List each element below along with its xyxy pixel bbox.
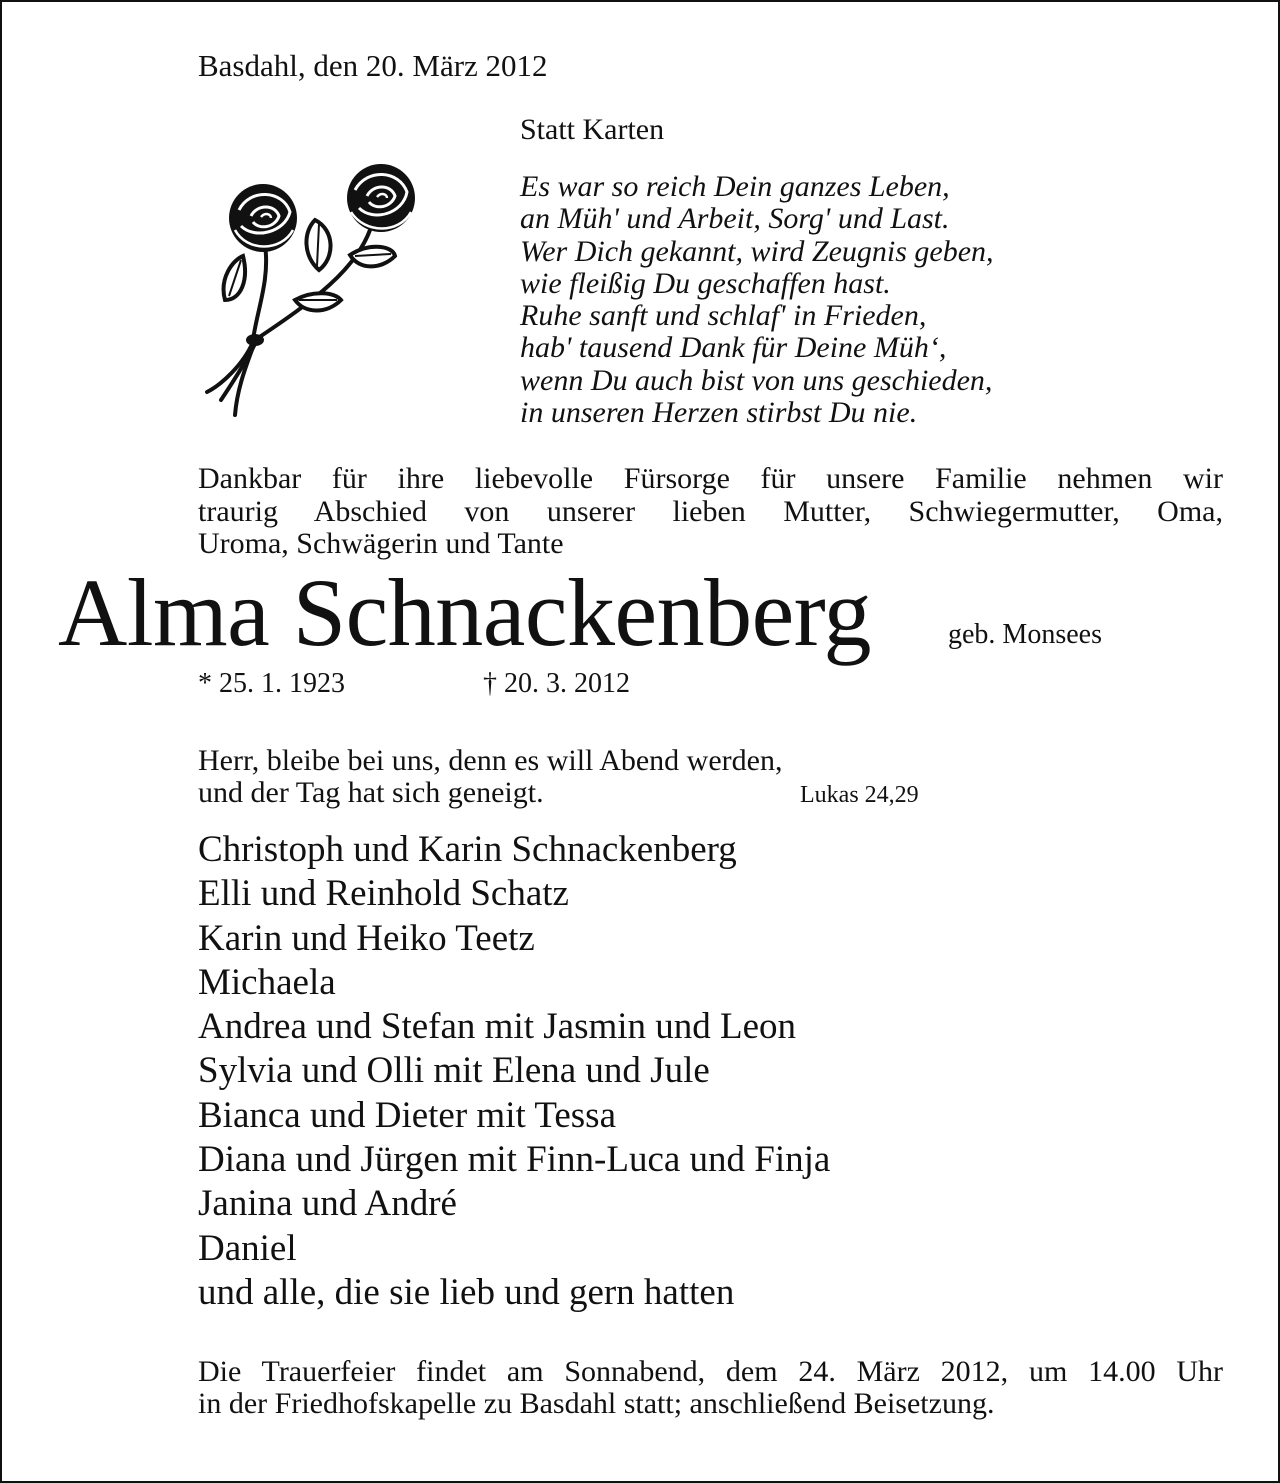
poem-line: Es war so reich Dein ganzes Leben, <box>520 170 950 203</box>
mourner-entry: Elli und Reinhold Schatz <box>198 873 569 915</box>
poem-line: Wer Dich gekannt, wird Zeugnis geben, <box>520 234 994 268</box>
bible-verse <box>198 745 782 809</box>
mourner-entry: und alle, die sie lieb und gern hatten <box>198 1271 735 1313</box>
place-date: Basdahl, den 20. März 2012 <box>198 48 548 83</box>
mourner-entry: Karin und Heiko Teetz <box>198 917 535 959</box>
poem-line: in unseren Herzen stirbst Du nie. <box>520 396 918 430</box>
death-date: † 20. 3. 2012 <box>483 668 630 699</box>
maiden-name: geb. Monsees <box>948 619 1102 650</box>
birth-date: * 25. 1. 1923 <box>198 668 345 699</box>
poem-line: hab' tausend Dank für Deine Müh‘, <box>520 331 947 365</box>
intro-line: Dankbar für ihre liebevolle Fürsorge für unsere Familie nehmen wir <box>198 462 1223 495</box>
poem-line: an Müh' und Arbeit, Sorg' und Last. <box>520 202 950 236</box>
funeral-notice <box>198 1356 1223 1420</box>
poem-line: Ruhe sanft und schlaf' in Frieden, <box>520 299 927 333</box>
intro-text <box>198 463 1223 561</box>
intro-line: traurig Abschied von unserer lieben Mutter, Schwiegermutter, Oma, <box>198 494 1223 528</box>
notice-line: in der Friedhofskapelle zu Basdahl statt; anschließend Beisetzung. <box>198 1387 995 1420</box>
verse-line: Herr, bleibe bei uns, denn es will Abend werden, <box>198 744 783 777</box>
mourners-list <box>198 828 830 1315</box>
notice-line: Die Trauerfeier findet am Sonnabend, dem 24. März 2012, um 14.00 Uhr <box>198 1355 1223 1388</box>
verse-line: und der Tag hat sich geneigt. <box>198 776 544 809</box>
mourner-entry: Sylvia und Olli mit Elena und Jule <box>198 1050 710 1092</box>
mourner-entry: Bianca und Dieter mit Tessa <box>198 1094 617 1136</box>
verse-reference: Lukas 24,29 <box>800 782 919 808</box>
poem <box>520 171 994 429</box>
mourner-entry: Michaela <box>198 961 336 1003</box>
poem-line: wenn Du auch bist von uns geschieden, <box>520 363 993 397</box>
mourner-entry: Janina und André <box>198 1183 457 1225</box>
poem-line: wie fleißig Du geschaffen hast. <box>520 266 891 300</box>
mourner-entry: Christoph und Karin Schnackenberg <box>198 829 737 870</box>
deceased-name: Alma Schnackenberg <box>58 559 871 666</box>
mourner-entry: Andrea und Stefan mit Jasmin und Leon <box>198 1006 797 1048</box>
roses-icon <box>195 160 430 430</box>
mourner-entry: Daniel <box>198 1227 297 1269</box>
statt-karten: Statt Karten <box>520 113 665 146</box>
mourner-entry: Diana und Jürgen mit Finn-Luca und Finja <box>198 1139 831 1181</box>
intro-line: Uroma, Schwägerin und Tante <box>198 527 564 560</box>
